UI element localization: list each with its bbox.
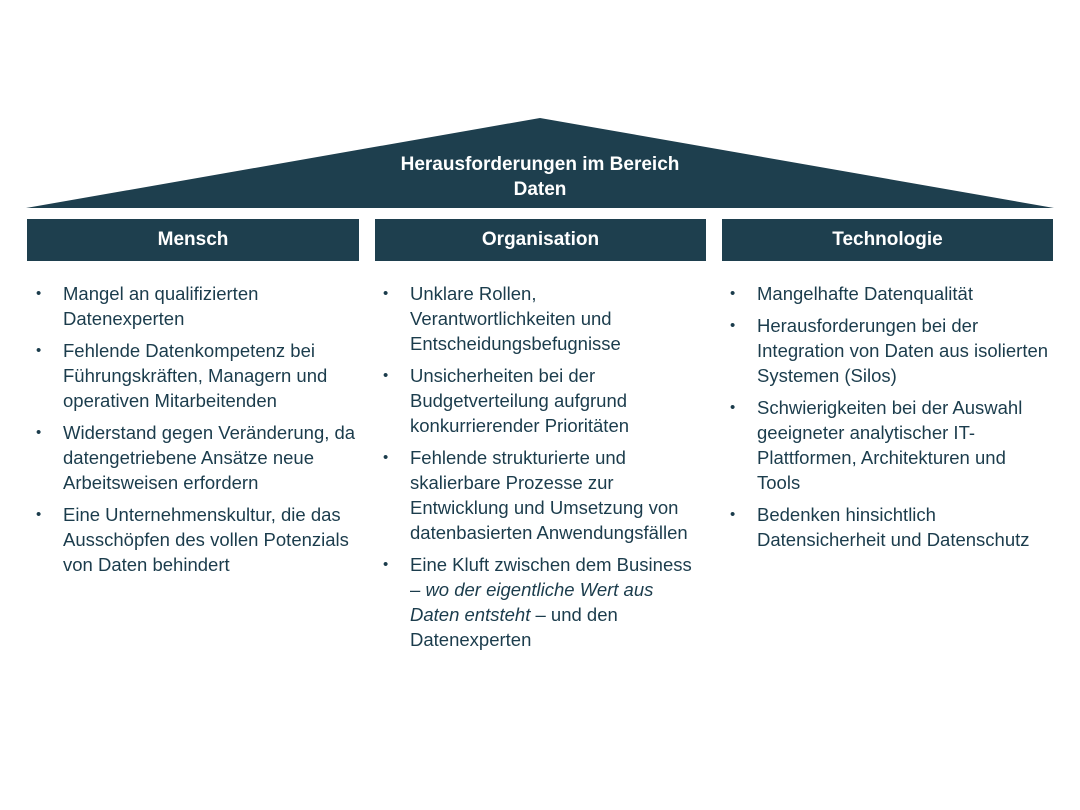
list-item [34, 502, 359, 577]
organisation-list [381, 281, 706, 659]
column-header-organisation: Organisation [375, 219, 706, 261]
roof-title-line-2: Daten [513, 179, 567, 200]
bullet-icon: • [36, 342, 42, 359]
column-header-mensch: Mensch [27, 219, 359, 261]
list-item-text: Eine Unternehmenskultur, die das Ausschöpfen des vollen Potenzials von Daten behindert [63, 504, 349, 575]
list-item-text: Mangel an qualifizierten Datenexperten [63, 283, 259, 329]
roof-shape [26, 118, 1054, 210]
bullet-icon: • [730, 285, 736, 302]
list-item [728, 313, 1053, 388]
list-item-text: Herausforderungen bei der Integration von Daten aus isolierten Systemen (Silos) [757, 315, 1049, 386]
list-item [381, 281, 706, 356]
list-item [728, 502, 1053, 552]
list-item-text: Bedenken hinsichtlich Datensicherheit und Datenschutz [757, 504, 1030, 550]
list-item [381, 363, 706, 438]
list-item-text: Mangelhafte Datenqualität [757, 283, 973, 304]
list-item-text: Fehlende strukturierte und skalierbare Prozesse zur Entwicklung und Umsetzung von datenbasierten Anwendungsfällen [410, 447, 688, 543]
kluft-text-italic: wo der eigentliche Wert aus Daten entsteht [410, 579, 654, 625]
list-item-text: Unklare Rollen, Verantwortlichkeiten und Entscheidungsbefugnisse [410, 283, 621, 354]
list-item-text [410, 554, 692, 650]
list-item [381, 445, 706, 545]
mensch-list [34, 281, 359, 584]
roof-title-line-1: Herausforderungen im Bereich [400, 154, 680, 175]
list-item [34, 420, 359, 495]
bullet-icon: • [36, 506, 42, 523]
bullet-icon: • [383, 285, 389, 302]
list-item [34, 281, 359, 331]
column-header-technologie: Technologie [722, 219, 1053, 261]
bullet-icon: • [730, 317, 736, 334]
bullet-icon: • [730, 506, 736, 523]
list-item [728, 281, 1053, 306]
list-item-text: Fehlende Datenkompetenz bei Führungskräften, Managern und operativen Mitarbeitenden [63, 340, 328, 411]
list-item-text: Widerstand gegen Veränderung, da datengetriebene Ansätze neue Arbeitsweisen erfordern [63, 422, 356, 493]
list-item-text: Schwierigkeiten bei der Auswahl geeigneter analytischer IT-Plattformen, Architekturen und Tools [757, 397, 1023, 493]
bullet-icon: • [730, 399, 736, 416]
bullet-icon: • [383, 556, 389, 573]
kluft-text-part-1: Eine Kluft zwischen dem Business – [410, 554, 692, 600]
bullet-icon: • [36, 285, 42, 302]
kluft-text-part-3: – und den Datenexperten [410, 604, 618, 650]
bullet-icon: • [36, 424, 42, 441]
list-item [381, 552, 706, 652]
bullet-icon: • [383, 367, 389, 384]
list-item-text: Unsicherheiten bei der Budgetverteilung aufgrund konkurrierender Prioritäten [410, 365, 630, 436]
list-item [728, 395, 1053, 495]
roof-title [26, 152, 1054, 202]
technologie-list [728, 281, 1053, 559]
bullet-icon: • [383, 449, 389, 466]
list-item [34, 338, 359, 413]
